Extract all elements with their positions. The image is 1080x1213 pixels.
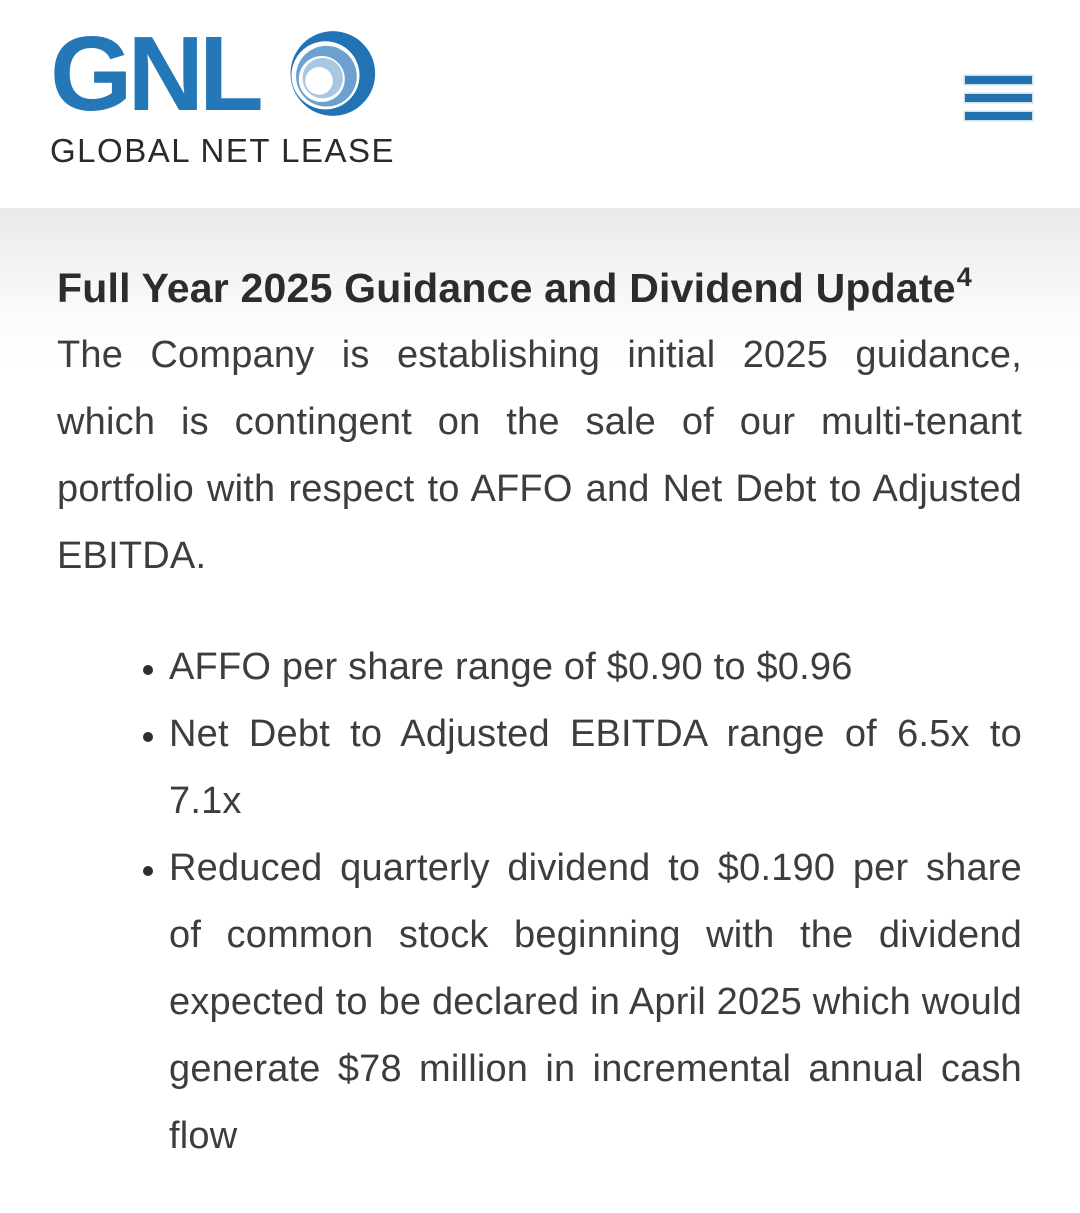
gnl-logo-wordmark: GLOBAL NET LEASE — [50, 132, 395, 169]
hamburger-menu-button[interactable] — [965, 76, 1032, 120]
guidance-article-section — [0, 208, 1080, 1213]
guidance-paragraph: The Company is establishing initial 2025 guidance, which is contingent on the sale of our multi-tenant portfolio with respect to AFFO and Net Debt to Adjusted EBITDA. — [57, 334, 1022, 577]
site-header — [0, 0, 1080, 208]
gnl-swirl-icon — [285, 26, 377, 121]
hamburger-menu-icon — [965, 112, 1032, 120]
bullet-item-dividend-reduction: • Reduced quarterly dividend to $0.190 per share of common stock beginning with the dividend expected to be declared in April 2025 which would generate $78 million in incremental annual cash flow — [169, 835, 1022, 1170]
gnl-logo[interactable] — [50, 15, 395, 170]
hamburger-menu-icon — [965, 94, 1032, 102]
guidance-bullet-list — [57, 634, 1022, 1170]
gnl-logo-acronym: GNL — [50, 15, 259, 133]
section-heading-text: Full Year 2025 Guidance and Dividend Update — [57, 265, 956, 311]
bullet-item-net-debt-range: • Net Debt to Adjusted EBITDA range of 6.5x to 7.1x — [169, 701, 1022, 835]
bullet-item-affo-range: • AFFO per share range of $0.90 to $0.96 — [169, 634, 1022, 701]
section-heading — [57, 244, 1022, 322]
footnote-reference: 4 — [956, 262, 972, 292]
hamburger-menu-icon — [965, 76, 1032, 84]
